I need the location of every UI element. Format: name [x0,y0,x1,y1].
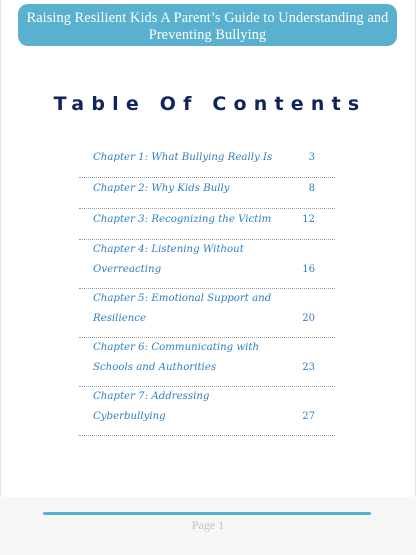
toc-entry-title [93,387,279,427]
toc-entry-title-line-2: Resilience [93,313,147,324]
toc-entry-title: Chapter 1: What Bullying Really Is [93,152,273,163]
header-banner [18,4,397,46]
toc-entry-chapter-2[interactable] [79,178,335,209]
toc-entry-page: 12 [302,214,315,225]
toc-entry-page: 3 [308,152,315,163]
toc-entry-page: 8 [308,183,315,194]
toc-entry-chapter-6[interactable] [79,338,335,387]
toc-entry-chapter-5[interactable] [79,289,335,338]
toc-entry-title [93,289,279,329]
toc-entry-chapter-4[interactable] [79,240,335,289]
toc-entry-title-line-2: Cyberbullying [93,411,166,422]
toc-entry-title-line-2: Overreacting [93,264,162,275]
toc-entry-title-line-2: Schools and Authorities [93,362,217,373]
toc-entry-title-line-1: Chapter 7: Addressing [93,391,210,402]
toc-list [79,147,335,436]
toc-entry-title [93,338,279,378]
toc-entry-title-line-1: Chapter 4: Listening Without [93,244,244,255]
toc-entry-page: 23 [302,362,315,373]
toc-entry-chapter-1[interactable] [79,147,335,178]
toc-entry-title-line-1: Chapter 5: Emotional Support and [93,293,272,304]
footer-page-number: Page 1 [191,518,225,532]
toc-entry-chapter-3[interactable] [79,209,335,240]
header-title-line-1: Raising Resilient Kids A Parent’s Guide to Understanding and [26,10,389,26]
toc-entry-page: 16 [302,264,315,275]
toc-entry-title-line-1: Chapter 6: Communicating with [93,342,260,353]
toc-entry-chapter-7[interactable] [79,387,335,436]
toc-entry-title: Chapter 3: Recognizing the Victim [93,214,272,225]
toc-entry-title [93,240,279,280]
toc-entry-page: 20 [302,313,315,324]
toc-title: Table Of Contents [53,93,367,115]
toc-entry-title: Chapter 2: Why Kids Bully [93,183,230,194]
footer-divider [43,512,371,515]
header-title-line-2: Preventing Bullying [148,26,267,43]
toc-entry-page: 27 [302,411,315,422]
